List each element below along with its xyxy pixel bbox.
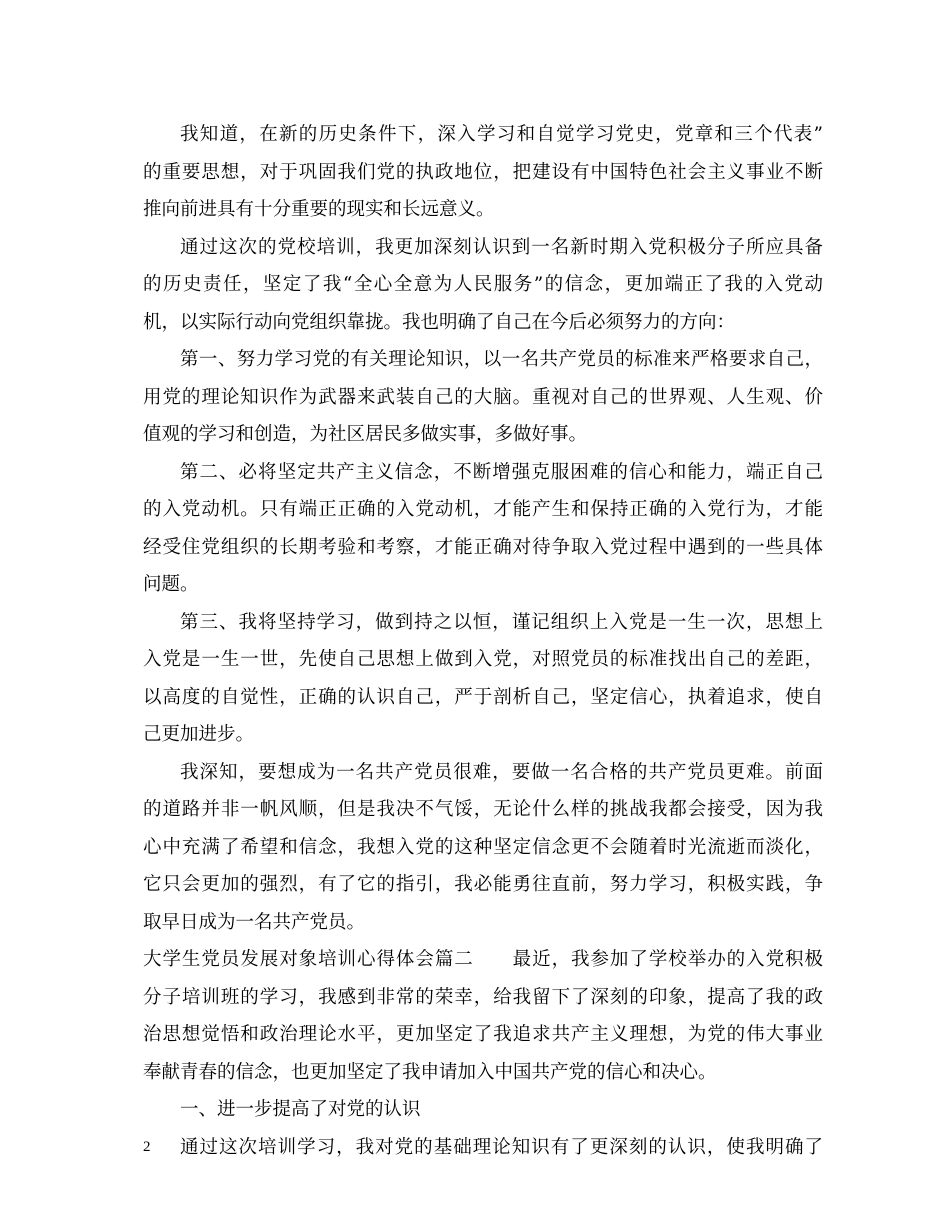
text-line: 经受住党组织的长期考验和考察，才能正确对待争取入党过程中遇到的一些具体 — [143, 536, 823, 558]
text-line: 通过这次的党校培训，我更加深刻认识到一名新时期入党积极分子所应具备 — [180, 236, 823, 258]
page-number: 2 — [143, 1139, 151, 1155]
text-line: 机，以实际行动向党组织靠拢。我也明确了自己在今后必须努力的方向： — [143, 311, 736, 333]
text-line: 入党是一生一世，先使自己思想上做到入党，对照党员的标准找出自己的差距， — [143, 649, 823, 670]
text-line: 奉献青春的信念，也更加坚定了我申请加入中国共产党的信心和决心。 — [143, 1061, 717, 1083]
text-line: 治思想觉悟和政治理论水平，更加坚定了我追求共产主义理想，为党的伟大事业 — [143, 1024, 823, 1045]
text-line: 取早日成为一名共产党员。 — [143, 911, 366, 933]
text-line: 第二、必将坚定共产主义信念，不断增强克服困难的信心和能力，端正自己 — [180, 461, 823, 483]
text-line: 分子培训班的学习，我感到非常的荣幸，给我留下了深刻的印象，提高了我的政 — [143, 986, 823, 1008]
text-line: 的道路并非一帆风顺，但是我决不气馁，无论什么样的挑战我都会接受，因为我 — [143, 799, 823, 820]
text-line: 的入党动机。只有端正正确的入党动机，才能产生和保持正确的入党行为，才能 — [143, 499, 823, 520]
text-line: 心中充满了希望和信念，我想入党的这种坚定信念更不会随着时光流逝而淡化， — [143, 836, 823, 858]
text-line: 通过这次培训学习，我对党的基础理论知识有了更深刻的认识，使我明确了 — [180, 1136, 823, 1158]
text-line: 推向前进具有十分重要的现实和长远意义。 — [143, 199, 495, 220]
text-line: 它只会更加的强烈，有了它的指引，我必能勇往直前，努力学习，积极实践，争 — [143, 874, 823, 895]
text-line: 第三、我将坚持学习，做到持之以恒，谨记组织上入党是一生一次，思想上 — [180, 611, 823, 633]
text-line: 我深知，要想成为一名共产党员很难，要做一名合格的共产党员更难。前面 — [180, 761, 823, 783]
text-line: 以高度的自觉性，正确的认识自己，严于剖析自己，坚定信心，执着追求，使自 — [143, 686, 823, 708]
text-line: 第一、努力学习党的有关理论知识，以一名共产党员的标准来严格要求自己， — [180, 349, 823, 370]
text-line: 己更加进步。 — [143, 724, 255, 745]
section-heading: 一、进一步提高了对党的认识 — [180, 1099, 421, 1120]
text-line: 用党的理论知识作为武器来武装自己的大脑。重视对自己的世界观、人生观、价 — [143, 386, 823, 408]
text-line: 我知道，在新的历史条件下，深入学习和自觉学习党史，党章和三个代表” — [180, 124, 823, 145]
text-line: 的重要思想，对于巩固我们党的执政地位，把建设有中国特色社会主义事业不断 — [143, 161, 823, 183]
text-line: 问题。 — [143, 574, 199, 595]
text-line: 的历史责任，坚定了我“全心全意为人民服务”的信念，更加端正了我的入党动 — [143, 274, 823, 295]
text-line: 大学生党员发展对象培训心得体会篇二 最近，我参加了学校举办的入党积极 — [143, 949, 823, 970]
body-text — [143, 116, 823, 1166]
text-line: 值观的学习和创造，为社区居民多做实事，多做好事。 — [143, 424, 588, 445]
